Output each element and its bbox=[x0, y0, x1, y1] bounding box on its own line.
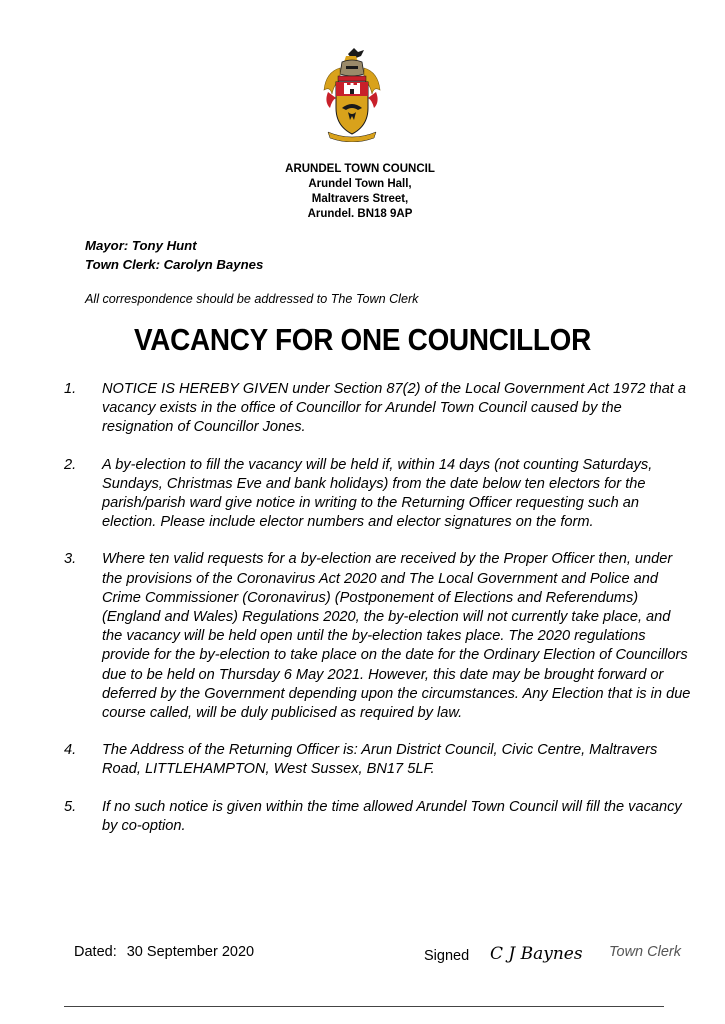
town-clerk-name: Town Clerk: Carolyn Baynes bbox=[85, 257, 264, 272]
item-text: Where ten valid requests for a by-election are received by the Proper Officer then, under the provisions of the Coronavirus Act 2020 and The Local Government and Police and Crime Commissioner (Coronavirus) (Postponement of Elections and Referendums) (England and Wales) Regulations 2020, the by-election will not currently take place, and the vacancy will be held open until the by-election takes place. The 2020 regulations provide for the by-election to take place on the date for the Ordinary Election of Councillors due to be held on Thursday 6 May 2021. However, this date may be brought forward or deferred by the Government depending upon the circumstances. Any Election that is in due course called, will be duly publicised as required by law. bbox=[102, 551, 691, 722]
coat-of-arms-icon bbox=[318, 46, 386, 142]
notice-item bbox=[64, 456, 694, 533]
notice-items bbox=[64, 380, 694, 854]
mayor-name: Mayor: Tony Hunt bbox=[85, 238, 197, 253]
correspondence-note: All correspondence should be addressed to The Town Clerk bbox=[85, 292, 419, 306]
dated-line bbox=[74, 944, 254, 960]
item-number: 2. bbox=[64, 456, 77, 473]
notice-item bbox=[64, 550, 694, 723]
notice-item bbox=[64, 380, 694, 438]
signatory-role: Town Clerk bbox=[609, 944, 681, 960]
notice-item bbox=[64, 741, 694, 779]
item-number: 3. bbox=[64, 551, 77, 568]
item-text: If no such notice is given within the time allowed Arundel Town Council will fill the vacancy by co-option. bbox=[102, 798, 682, 834]
item-text: The Address of the Returning Officer is: Arun District Council, Civic Centre, Maltravers Road, LITTLEHAMPTON, West Sussex, BN17 5LF. bbox=[102, 742, 658, 778]
item-number: 4. bbox=[64, 742, 77, 759]
date-value: 30 September 2020 bbox=[126, 944, 255, 960]
handwritten-signature: C J Baynes bbox=[490, 944, 583, 964]
signed-label: Signed bbox=[424, 948, 470, 964]
address-line: Maltravers Street, bbox=[311, 193, 409, 205]
item-number: 1. bbox=[64, 381, 77, 397]
dated-label: Dated: bbox=[74, 944, 117, 960]
council-address-block bbox=[200, 162, 520, 222]
item-text: A by-election to fill the vacancy will be held if, within 14 days (not counting Saturdays, Sundays, Christmas Eve and bank holidays) from the date below ten electors for the parish/parish ward give notice in writing to the Returning Officer requesting such an election. Please include elector numbers and elector signatures on the form. bbox=[102, 456, 653, 531]
notice-item bbox=[64, 798, 694, 836]
item-text: NOTICE IS HEREBY GIVEN under Section 87(2) of the Local Government Act 1972 that a vacancy exists in the office of Councillor for Arundel Town Council caused by the resignation of Councillor Jones. bbox=[102, 381, 687, 436]
council-name: ARUNDEL TOWN COUNCIL bbox=[285, 163, 435, 175]
bottom-divider bbox=[64, 1006, 664, 1007]
address-line: Arundel. BN18 9AP bbox=[307, 208, 413, 220]
officers-block bbox=[85, 236, 263, 274]
item-number: 5. bbox=[64, 798, 77, 815]
notice-title: VACANCY FOR ONE COUNCILLOR bbox=[134, 322, 591, 357]
address-line: Arundel Town Hall, bbox=[308, 178, 412, 190]
